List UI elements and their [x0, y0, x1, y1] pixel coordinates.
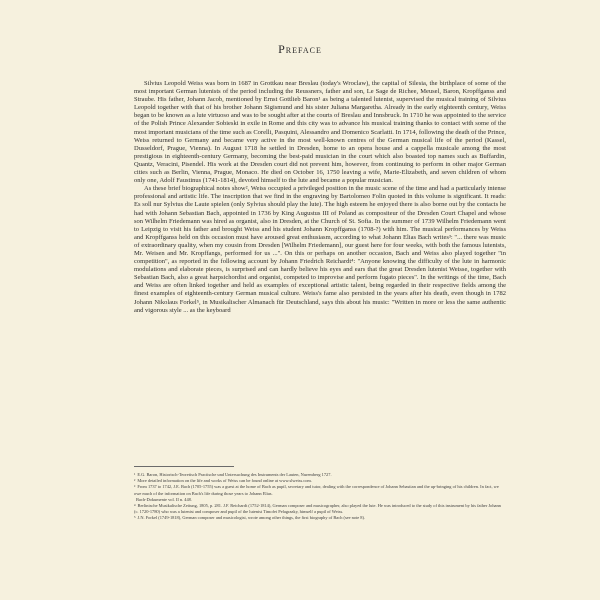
footnote-number: ⁴ [134, 503, 136, 509]
footnote-number: ³ [134, 484, 136, 490]
footnote-text: From 1737 to 1742, J.E. Bach (1705-1755) was a guest at the home of Bach as pupil, secretary and tutor, dealing with the correspondence of Johann Sebastian and the up-bringing of his children. In fact, we owe much of the information on Bach's life during those years to Johann Elias. [134, 484, 499, 496]
footnote-text: J.N. Forkel (1749-1818), German composer and musicologist, wrote among other things, the first biography of Bach (see note 8). [137, 515, 366, 521]
footnote-text: More detailed information on the life and works of Weiss can be found online at www.slweiss.com. [137, 478, 312, 484]
paragraph-1: Silvius Leopold Weiss was born in 1687 in Grottkau near Breslau (today's Wroclaw), the capital of Silesia, the birthplace of some of the most important German lutenists of the period including the Reussners, father and son, Le Sage de Richee, Meusel, Baron, Kropffganss and Straube. His father, Johann Jacob, mentioned by Ernst Gottlieb Baron¹ as being a talented lutenist, supervised the musical training of Silvius Leopold together with that of his brother Johann Sigismund and his sister Juliana Margaretha. Already in the early eighteenth century, Weiss began to be known as a lute virtuoso and was to be sought after at the courts of Breslau and Innsbruck. In 1710 he was appointed to the service of the Polish Prince Alexander Sobieski in exile in Rome and this city was to advance his musical training thanks to contact with some of the most important musicians of the time such as Corelli, Pasquini, Alessandro and Domenico Scarlatti. In 1714, following the death of the Prince, Weiss returned to Germany and became very active in the most well-known centres of the German musical life of the period (Kassel, Dusseldorf, Prague, Vienna). In August 1718 he settled in Dresden, home to an opera house and a cappella musicale among the most prestigious in eighteenth-century Germany, becoming the best-paid musician in the court which also boasted top names such as Buffardin, Quantz, Veracini, Pisendel. His work at the Dresden court did not prevent him, however, from continuing to perform in other major German cities such as Berlin, Vienna, Prague, Monaco. He died on October 16, 1750 leaving a wife, Marie-Elizabeth, and seven children of whom only one, Adolf Faustinus (1741-1814), devoted himself to the lute and became a popular musician. [134, 80, 506, 185]
footnote-4 [134, 503, 506, 515]
footnote-number: ² [134, 478, 136, 484]
page-title: Preface [278, 42, 322, 56]
footnote-number: ¹ [134, 472, 136, 477]
footnote-text: Berlinische Musikalische Zeitung, 1805, p. 281. J.F. Reichardt (1752-1814), German composer and musicographer, also played the lute. He was introduced to the study of this instrument by his father Johann (c. 1720-1780) who was a lutenist and composer and pupil of the lutenist Timofei Pelagrazky, himself a pupil of Weiss. [134, 503, 501, 515]
footnote-text: Bach-Dokumente vol. II n. 448. [136, 496, 192, 502]
footnote-3 [134, 484, 506, 496]
footnote-number: ⁵ [134, 515, 136, 521]
paragraph-2: As these brief biographical notes show², Weiss occupied a privileged position in the music scene of the time and had a particularly intense professional and artistic life. The inscription that we find in the engraving by Bartolomeo Folin quoted in this volume is significant. It reads: Es soll nur Sylvius die Laute spielen (only Sylvius should play the lute). The high esteem he enjoyed there is also borne out by the contacts he had with Johann Sebastian Bach, appointed in 1736 by King Augustus III of Poland as compositeur of the Dresden Court Chapel and whose son Wilhelm Friedemann was hired as organist, also in Dresden, at the Church of St. Sofia. In the summer of 1739 Wilhelm Friedemann went to Leipzig to visit his father and brought Weiss and his student Johann Kropffganss (1708-?) with him. The musical performances by Weiss and Kropffganss held on this occasion must have aroused great enthusiasm, according to what Johann Elias Bach writes³: "... there was music of extraordinary quality, when my cousin from Dresden [Wilhelm Friedemann], our guest here for four weeks, with both the famous lutenists, Mr. Weisen and Mr. Kropffangs, performed for us ...". On this or perhaps on another occasion, Bach and Weiss also played together "in competition", as reported in the following account by Johann Friedrich Reichardt⁴: "Anyone knowing the difficulty of the lute in harmonic modulations and elaborate pieces, is surprised and can hardly believe his eyes and ears that the great Dresden lutenist Weisse, together with Sebastian Bach, also a great harpsichordist and organist, competed to improvise and perform fugato pieces". In the writings of the time, Bach and Weiss are often linked together and held as examples of exceptional artistic talent, being regarded in their respective fields among the finest examples of eighteenth-century German musical culture. Weiss's fame also persisted in the years after his death, even though in 1782 Johann Nikolaus Forkel⁵, in Musikalischer Almanach für Deutschland, says this about his music: "Written in more or less the same authentic and vigorous style ... as the keyboard [134, 185, 506, 314]
footnote-5 [134, 515, 506, 521]
footnote-divider [134, 466, 234, 467]
footnotes [134, 472, 506, 522]
footnote-text: E.G. Baron, Historisch-Teoretisch Practische und Untersuchung des Instruments der Lauten, Nuremberg 1727. [137, 472, 332, 477]
preface-body [134, 80, 506, 315]
